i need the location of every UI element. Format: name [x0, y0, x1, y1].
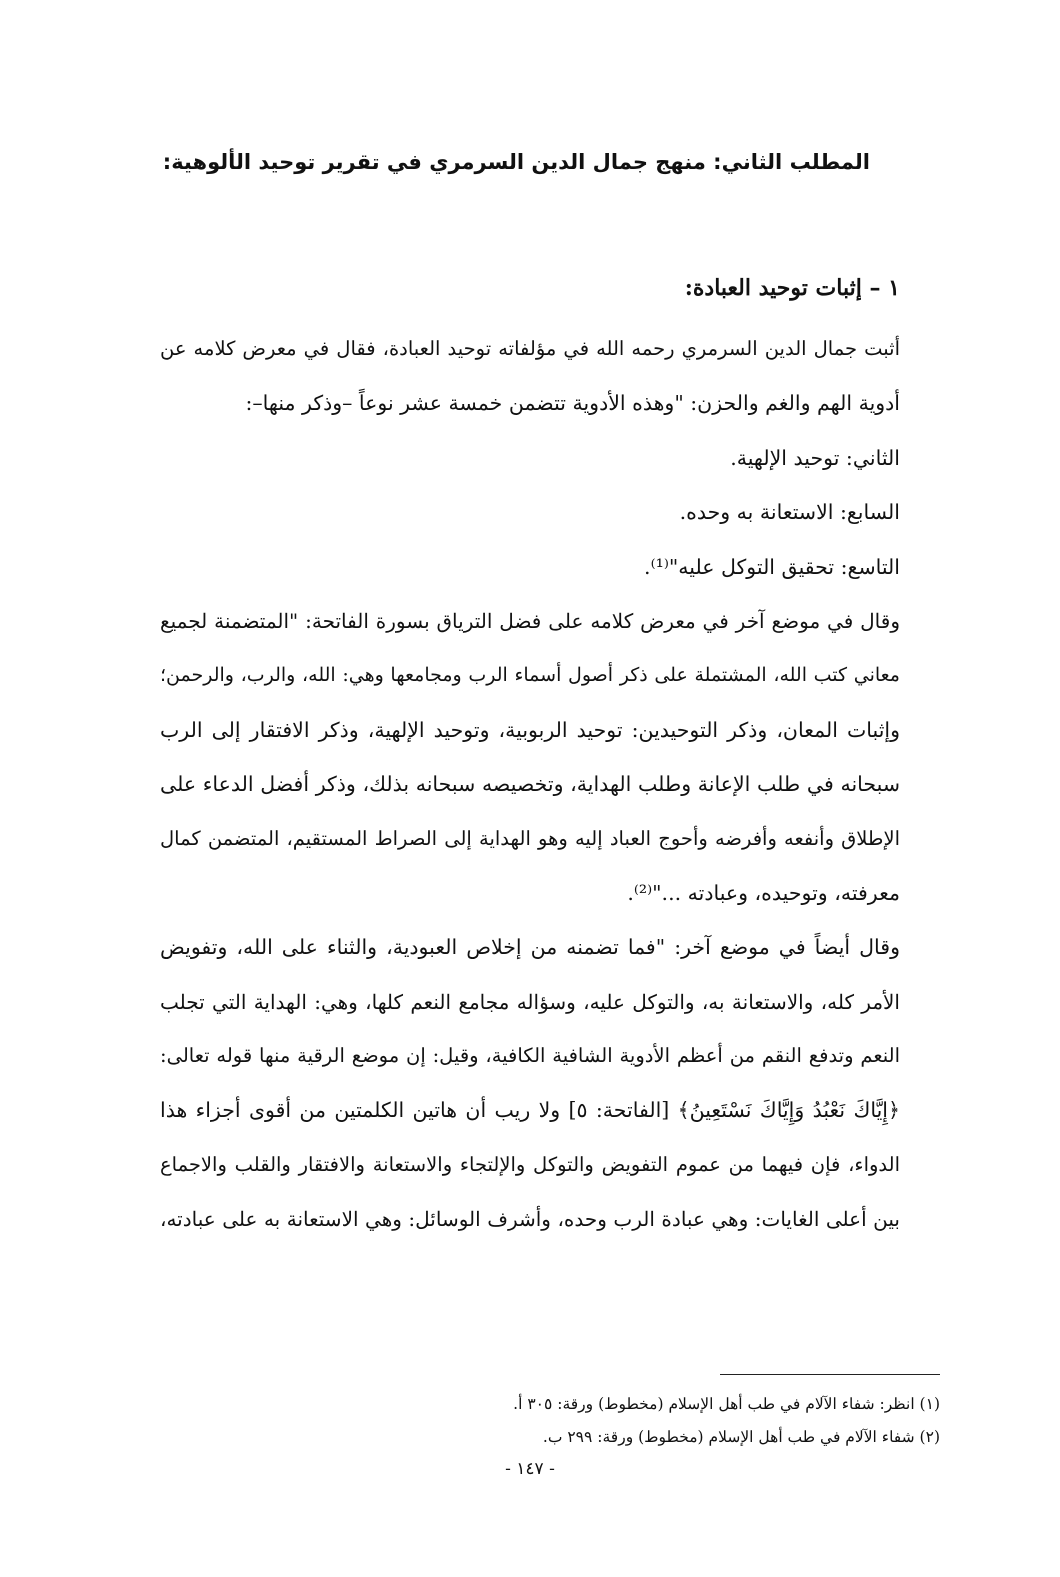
subsection-heading: ١ – إثبات توحيد العبادة: — [684, 275, 900, 301]
text-line: السابع: الاستعانة به وحده. — [679, 500, 900, 525]
footnote: (٢) شفاء الآلام في طب أهل الإسلام (مخطوط) ورقة: ٢٩٩ ب. — [542, 1428, 940, 1446]
text-line: الثاني: توحيد الإلهية. — [730, 445, 900, 470]
body-text — [160, 322, 900, 1247]
page-number: - ١٤٧ - — [505, 1459, 555, 1479]
text-line: وقال أيضاً في موضع آخر: "فما تضمنه من إخلاص العبودية، والثناء على الله، وتفويض — [160, 935, 900, 960]
text-line: الدواء، فإن فيهما من عموم التفويض والتوكل والإلتجاء والاستعانة والافتقار والقلب والاجماع — [160, 1152, 900, 1176]
text-line: معاني كتب الله، المشتملة على ذكر أصول أسماء الرب ومجامعها وهي: الله، والرب، والرحمن؛ — [160, 664, 900, 687]
text-line: معرفته، وتوحيده، وعبادته ..."⁽²⁾. — [627, 880, 900, 905]
text-line: الأمر كله، والاستعانة به، والتوكل عليه، وسؤاله مجامع النعم كلها، وهي: الهداية التي تجلب — [160, 989, 900, 1014]
text-line: الإطلاق وأنفعه وأفرضه وأحوج العباد إليه وهو الهداية إلى الصراط المستقيم، المتضمن كمال — [160, 826, 900, 850]
text-line: سبحانه في طلب الإعانة وطلب الهداية، وتخصيصه سبحانه بذلك، وذكر أفضل الدعاء على — [160, 772, 900, 797]
quran-verse-line: ﴿إِيَّاكَ نَعْبُدُ وَإِيَّاكَ نَسْتَعِينُ﴾ [الفاتحة: ٥] ولا ريب أن هاتين الكلمتين من أقوى أجزاء هذا — [160, 1098, 900, 1123]
text-line: وقال في موضع آخر في معرض كلامه على فضل الترياق بسورة الفاتحة: "المتضمنة لجميع — [160, 608, 900, 633]
footnote: (١) انظر: شفاء الآلام في طب أهل الإسلام (مخطوط) ورقة: ٣٠٥ أ. — [513, 1395, 940, 1413]
footnote-separator — [720, 1374, 940, 1375]
text-line: النعم وتدفع النقم من أعظم الأدوية الشافية الكافية، وقيل: إن موضع الرقية منها قوله تعالى: — [160, 1044, 900, 1068]
text-line: وإثبات المعان، وذكر التوحيدين: توحيد الربوبية، وتوحيد الإلهية، وذكر الافتقار إلى الرب — [160, 717, 900, 742]
text-line: التاسع: تحقيق التوكل عليه"⁽¹⁾. — [644, 554, 900, 579]
section-heading: المطلب الثاني: منهج جمال الدين السرمري في تقرير توحيد الألوهية: — [162, 150, 870, 174]
footnotes — [200, 1388, 940, 1454]
text-line: أثبت جمال الدين السرمري رحمه الله في مؤلفاته توحيد العبادة، فقال في معرض كلامه عن — [160, 337, 900, 360]
text-line: أدوية الهم والغم والحزن: "وهذه الأدوية تتضمن خمسة عشر نوعاً –وذكر منها–: — [245, 391, 900, 416]
text-line: بين أعلى الغايات: وهي عبادة الرب وحده، وأشرف الوسائل: وهي الاستعانة به على عبادته، — [160, 1207, 900, 1232]
